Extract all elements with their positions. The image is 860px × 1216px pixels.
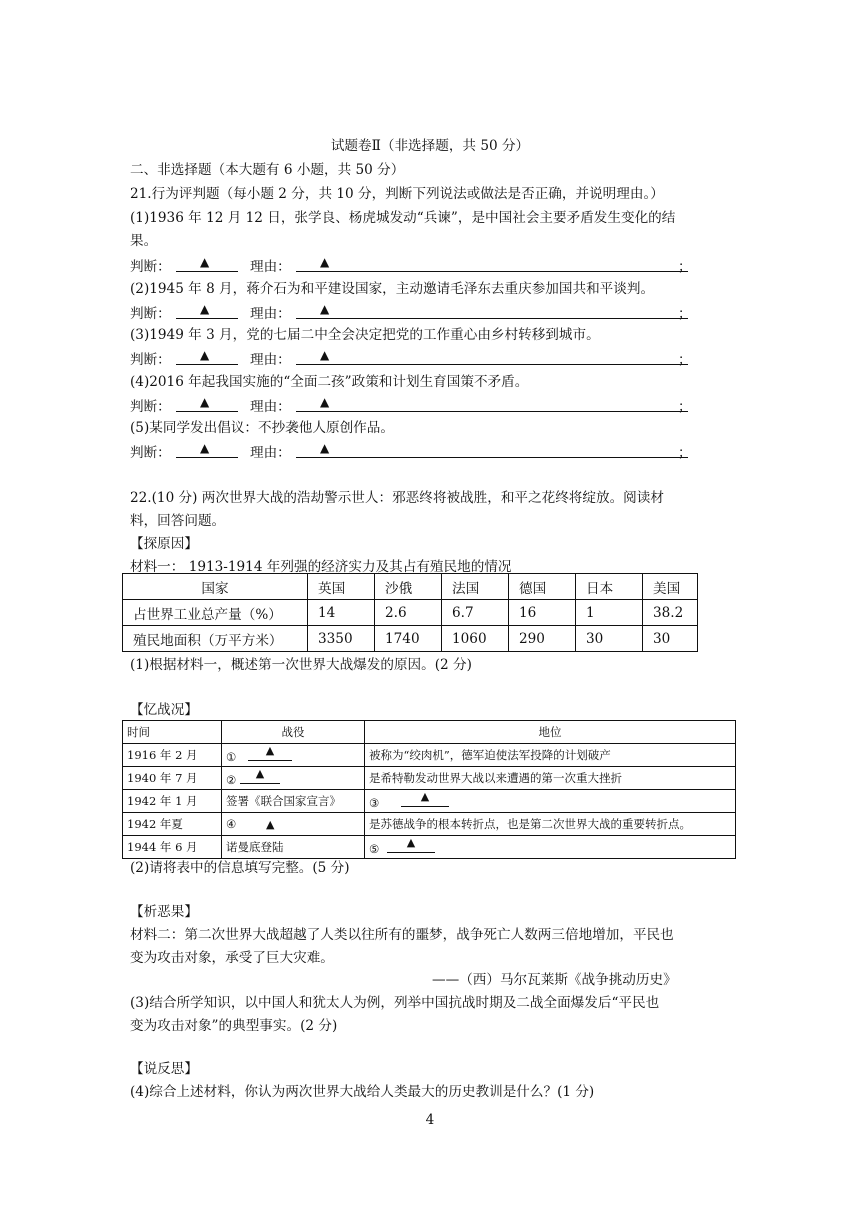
- q22-stem-line2: 料，回答问题。: [130, 513, 226, 529]
- table-cell: 1944 年 6 月: [123, 836, 222, 859]
- reason-label: 理由：: [250, 259, 291, 275]
- table-cell: 占世界工业总产量（%）: [123, 600, 308, 626]
- reason-blank[interactable]: [296, 302, 688, 319]
- q22-sub3-line1: (3)结合所学知识，以中国人和犹太人为例，列举中国抗战时期及二战全面爆发后“平民也: [130, 995, 660, 1011]
- answer-mark: ▲: [200, 255, 210, 269]
- q21-item-5: (5)某同学发出倡议：不抄袭他人原创作品。: [130, 420, 394, 436]
- table-row: [123, 767, 736, 790]
- material2-source: ——（西）马尔瓦莱斯《战争挑动历史》: [432, 972, 677, 988]
- answer-mark: ▲: [200, 348, 210, 362]
- semicolon: ；: [678, 259, 692, 275]
- table-cell: 1942 年 1 月: [123, 790, 222, 813]
- table-cell: 1916 年 2 月: [123, 744, 222, 767]
- answer-mark: ▲: [255, 766, 265, 780]
- semicolon: ；: [678, 352, 692, 368]
- table-cell: 1060: [442, 626, 509, 652]
- answer-mark: ▲: [200, 302, 210, 316]
- table-cell: [222, 813, 365, 836]
- q22-sub4: (4)综合上述材料，你认为两次世界大战给人类最大的历史教训是什么？(1 分): [130, 1084, 595, 1100]
- table-cell: 是苏德战争的根本转折点，也是第二次世界大战的重要转折点。: [365, 813, 736, 836]
- table-row: [123, 744, 736, 767]
- part-heading: 二、非选择题（本大题有 6 小题，共 50 分）: [130, 162, 405, 178]
- table-row: [123, 790, 736, 813]
- table-header-cell: 地位: [365, 721, 736, 744]
- table-cell: 290: [509, 626, 576, 652]
- fill-blank[interactable]: [240, 766, 280, 784]
- judge-label: 判断：: [130, 259, 171, 275]
- answer-mark: ▲: [200, 441, 210, 455]
- section-heading-battles: 【忆战况】: [130, 702, 198, 718]
- table-cell: 38.2: [643, 600, 698, 626]
- q21-stem: 21.行为评判题（每小题 2 分，共 10 分，判断下列说法或做法是否正确，并说明理由。）: [130, 186, 664, 202]
- fill-blank[interactable]: [387, 835, 435, 853]
- table-cell: 30: [643, 626, 698, 652]
- judge-label: 判断：: [130, 352, 171, 368]
- table-header-cell: 时间: [123, 721, 222, 744]
- table-cell: [365, 790, 736, 813]
- table-header-cell: 德国: [509, 574, 576, 600]
- q21-item-3: (3)1949 年 3 月，党的七届二中全会决定把党的工作重心由乡村转移到城市。: [130, 327, 600, 343]
- table-cell: 30: [576, 626, 643, 652]
- answer-mark: ▲: [320, 441, 330, 455]
- table-cell: 16: [509, 600, 576, 626]
- reason-blank[interactable]: [296, 255, 688, 272]
- table-cell: 6.7: [442, 600, 509, 626]
- judge-label: 判断：: [130, 445, 171, 461]
- table-header-cell: 英国: [308, 574, 375, 600]
- table-header-cell: 日本: [576, 574, 643, 600]
- q22-stem-line1: 22.(10 分) 两次世界大战的浩劫警示世人：邪恶终将被战胜，和平之花终将绽放。阅读材: [130, 490, 664, 506]
- fill-blank[interactable]: [248, 743, 292, 761]
- reason-label: 理由：: [250, 306, 291, 322]
- circled-number: ④: [226, 817, 237, 831]
- table-cell: [365, 836, 736, 859]
- table-cell: 殖民地面积（万平方米）: [123, 626, 308, 652]
- table-header-row: [123, 721, 736, 744]
- table-cell: 3350: [308, 626, 375, 652]
- table-header-cell: 国家: [123, 574, 308, 600]
- q21-answer-row-3: [130, 348, 710, 368]
- answer-mark: ▲: [320, 255, 330, 269]
- q22-sub3-line2: 变为攻击对象”的典型事实。(2 分): [130, 1018, 338, 1034]
- table-cell: [222, 744, 365, 767]
- page-number: 4: [425, 1112, 435, 1128]
- circled-number: ①: [226, 749, 237, 764]
- circled-number: ②: [226, 772, 237, 787]
- judge-label: 判断：: [130, 399, 171, 415]
- table-cell: 1942 年夏: [123, 813, 222, 836]
- table-row: [123, 813, 736, 836]
- semicolon: ；: [678, 306, 692, 322]
- table-cell: 1: [576, 600, 643, 626]
- table-cell: 14: [308, 600, 375, 626]
- answer-mark: ▲: [200, 395, 210, 409]
- table-header-cell: 法国: [442, 574, 509, 600]
- answer-mark: ▲: [265, 743, 275, 757]
- table-cell: 签署《联合国家宣言》: [222, 790, 365, 813]
- table-cell: 2.6: [375, 600, 442, 626]
- judge-label: 判断：: [130, 306, 171, 322]
- table-row: [123, 836, 736, 859]
- section-heading-reflection: 【说反思】: [130, 1061, 198, 1077]
- reason-blank[interactable]: [296, 348, 688, 365]
- material1-table: [122, 573, 698, 652]
- section-heading-causes: 【探原因】: [130, 536, 198, 552]
- answer-mark: ▲: [406, 835, 416, 849]
- answer-mark: ▲: [265, 818, 275, 831]
- q21-answer-row-4: [130, 395, 710, 415]
- q21-item-4: (4)2016 年起我国实施的“全面二孩”政策和计划生育国策不矛盾。: [130, 374, 529, 390]
- table-cell: [222, 767, 365, 790]
- battles-table: [122, 720, 736, 859]
- q21-answer-row-5: [130, 441, 710, 461]
- circled-number: ⑤: [369, 841, 380, 856]
- section-title: 试题卷Ⅱ（非选择题，共 50 分）: [330, 138, 530, 154]
- reason-label: 理由：: [250, 352, 291, 368]
- q21-item-1-line1: (1)1936 年 12 月 12 日，张学良、杨虎城发动“兵谏”，是中国社会主要矛盾发生变化的结: [130, 210, 676, 226]
- table-header-cell: 战役: [222, 721, 365, 744]
- q22-sub2: (2)请将表中的信息填写完整。(5 分): [130, 860, 350, 876]
- table-cell: 诺曼底登陆: [222, 836, 365, 859]
- reason-label: 理由：: [250, 399, 291, 415]
- answer-mark: ▲: [320, 348, 330, 362]
- q21-answer-row-1: [130, 255, 710, 275]
- reason-label: 理由：: [250, 445, 291, 461]
- answer-mark: ▲: [420, 789, 430, 803]
- table-cell: 是希特勒发动世界大战以来遭遇的第一次重大挫折: [365, 767, 736, 790]
- table-header-cell: 美国: [643, 574, 698, 600]
- table-cell: 被称为“绞肉机”，德军迫使法军投降的计划破产: [365, 744, 736, 767]
- section-heading-consequences: 【析恶果】: [130, 904, 198, 920]
- table-cell: 1940 年 7 月: [123, 767, 222, 790]
- q21-answer-row-2: [130, 302, 710, 322]
- fill-blank[interactable]: [401, 789, 449, 807]
- table-header-cell: 沙俄: [375, 574, 442, 600]
- table-header-row: [123, 574, 698, 600]
- q21-item-2: (2)1945 年 8 月，蒋介石为和平建设国家，主动邀请毛泽东去重庆参加国共和平谈判。: [130, 281, 655, 297]
- q21-item-1-line2: 果。: [130, 233, 158, 249]
- semicolon: ；: [678, 399, 692, 415]
- semicolon: ；: [678, 445, 692, 461]
- circled-number: ③: [369, 795, 380, 810]
- answer-mark: ▲: [320, 302, 330, 316]
- table-row: [123, 626, 698, 652]
- answer-mark: ▲: [320, 395, 330, 409]
- table-cell: 1740: [375, 626, 442, 652]
- q22-sub1: (1)根据材料一，概述第一次世界大战爆发的原因。(2 分): [130, 657, 472, 673]
- reason-blank[interactable]: [296, 395, 688, 412]
- material2-line2: 变为攻击对象，承受了巨大灾难。: [130, 950, 334, 966]
- table-row: [123, 600, 698, 626]
- material2-line1: 材料二：第二次世界大战超越了人类以往所有的噩梦，战争死亡人数两三倍地增加，平民也: [130, 927, 674, 943]
- material1-caption: 材料一： 1913-1914 年列强的经济实力及其占有殖民地的情况: [130, 559, 512, 575]
- reason-blank[interactable]: [296, 441, 688, 458]
